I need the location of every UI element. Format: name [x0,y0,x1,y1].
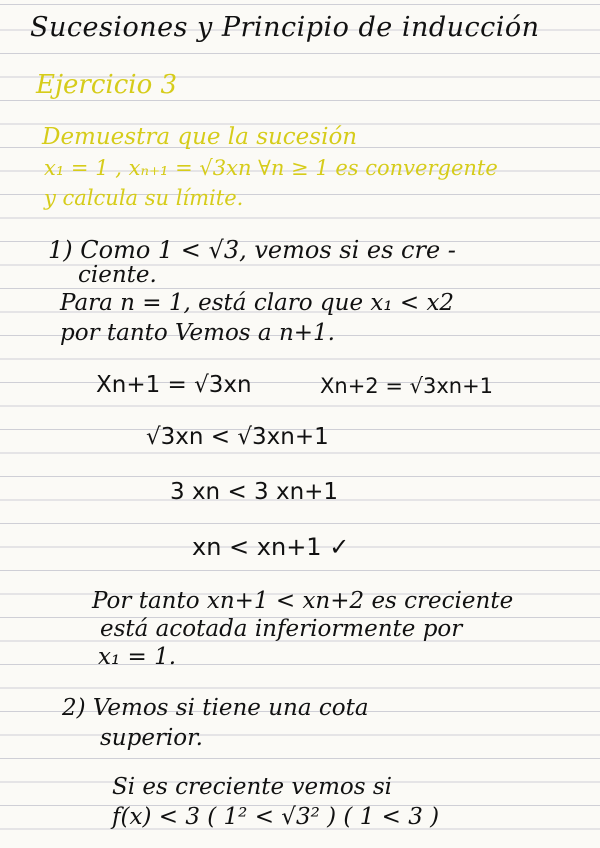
statement-line-3: y calcula su límite. [44,186,244,210]
step-1-line-2: ciente. [78,262,157,288]
statement-line-1: Demuestra que la sucesión [42,124,358,150]
step-2-line-2: superior. [100,725,203,751]
step-1-line-1: 1) Como 1 < √3, vemos si es cre - [48,236,456,264]
step-1-line-4: por tanto Vemos a n+1. [60,320,335,346]
conclusion-line-2: está acotada inferiormente por [100,616,463,642]
equation-1a: Xn+1 = √3xn [96,372,252,398]
exercise-heading: Ejercicio 3 [36,70,178,100]
step-1-line-3: Para n = 1, está claro que x₁ < x2 [60,290,455,316]
equation-3: 3 xn < 3 xn+1 [170,479,339,505]
conclusion-line-1: Por tanto xn+1 < xn+2 es creciente [92,588,514,614]
equation-2: √3xn < √3xn+1 [146,424,329,450]
conclusion-line-3: x₁ = 1. [98,644,177,670]
equation-4: xn < xn+1 ✓ [192,533,350,561]
step-2-line-1: 2) Vemos si tiene una cota [62,695,369,721]
statement-line-2: x₁ = 1 , xₙ₊₁ = √3xn ∀n ≥ 1 es convergente [44,156,498,180]
step-2-line-3: Si es creciente vemos si [112,774,392,800]
page-title: Sucesiones y Principio de inducción [30,12,540,43]
step-2-line-4: f(x) < 3 ( 1² < √3² ) ( 1 < 3 ) [112,804,440,830]
equation-1b: Xn+2 = √3xn+1 [320,374,494,398]
